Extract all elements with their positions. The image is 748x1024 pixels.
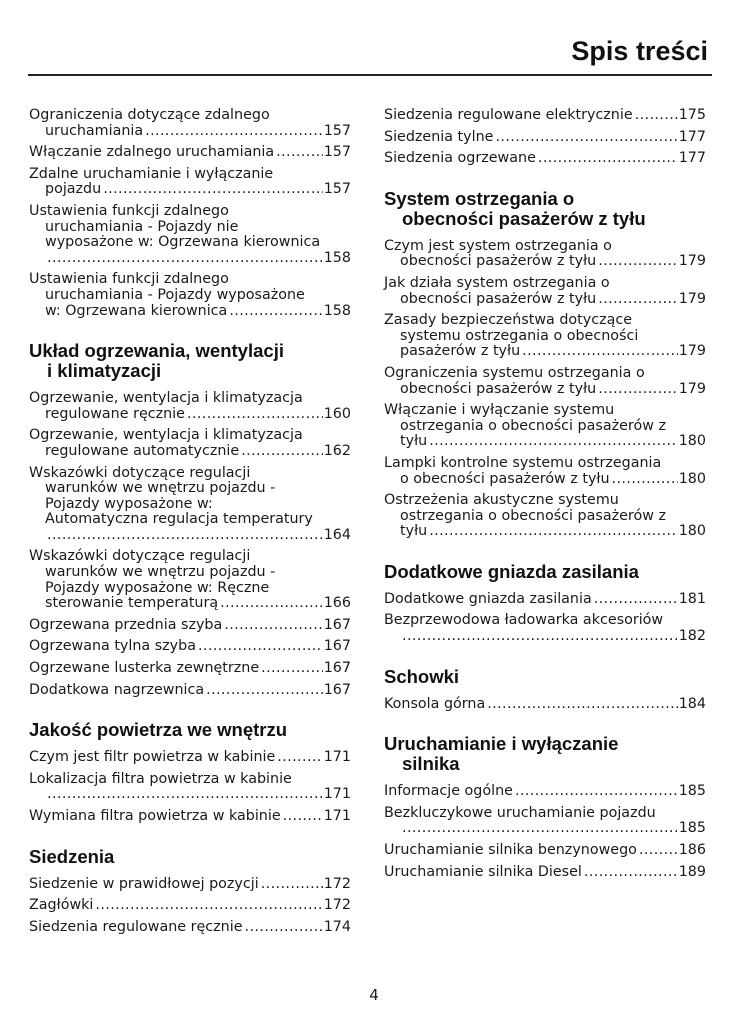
toc-entry-line: Ustawienia funkcji zdalnego: [29, 202, 229, 219]
toc-entry[interactable]: [29, 898, 351, 914]
toc-entry-line: Uruchamianie silnika benzynowego: [384, 842, 637, 859]
toc-entry-line: Lokalizacja filtra powietrza w kabinie: [29, 770, 292, 787]
toc-entry-line: Siedzenia ogrzewane: [384, 150, 536, 167]
toc-entry[interactable]: [29, 167, 351, 198]
section-heading-line: Siedzenia: [29, 845, 115, 867]
toc-entry-line: warunków we wnętrzu pojazdu -: [45, 480, 276, 497]
toc-entry[interactable]: [29, 750, 351, 766]
dot-leader: [283, 809, 323, 825]
section-heading: [384, 734, 706, 774]
toc-entry-line: Ustawienia funkcji zdalnego: [29, 271, 229, 288]
toc-entry[interactable]: [384, 493, 706, 540]
toc-entry-last-line: [384, 434, 706, 450]
toc-entry[interactable]: [384, 366, 706, 397]
toc-entry-line: Zasady bezpieczeństwa dotyczące: [384, 312, 633, 329]
toc-entry-line: Lampki kontrolne systemu ostrzegania: [384, 454, 662, 471]
toc-entry[interactable]: [29, 145, 351, 161]
toc-entry[interactable]: [29, 466, 351, 544]
dot-leader: [241, 444, 323, 460]
toc-page-number: 179: [678, 253, 706, 270]
toc-entry-last-line: [29, 639, 351, 655]
toc-page-number: 189: [678, 863, 706, 880]
toc-page-number: 171: [323, 749, 351, 766]
toc-page-number: 167: [323, 616, 351, 633]
toc-page-number: 179: [678, 380, 706, 397]
toc-entry-last-line: [384, 524, 706, 540]
toc-entry[interactable]: [384, 592, 706, 608]
toc-page-number: 180: [678, 470, 706, 487]
toc-entry-line: Jak działa system ostrzegania o: [384, 274, 610, 291]
dot-leader: [522, 344, 678, 360]
toc-entry-line: ostrzegania o obecności pasażerów z: [400, 507, 666, 524]
toc-entry-last-line: [384, 292, 706, 308]
dot-leader: [598, 292, 677, 308]
toc-entry-last-line: [384, 344, 706, 360]
toc-entry-line: o obecności pasażerów z tyłu: [400, 470, 610, 487]
toc-entry-line: Dodatkowa nagrzewnica: [29, 681, 205, 698]
dot-leader: [47, 528, 323, 544]
dot-leader: [612, 472, 678, 488]
dot-leader: [198, 639, 323, 655]
toc-entry-line: Wskazówki dotyczące regulacji: [29, 464, 251, 481]
toc-entry-line: Czym jest filtr powietrza w kabinie: [29, 749, 276, 766]
toc-page-number: 175: [678, 107, 706, 123]
toc-entry-last-line: [29, 304, 351, 320]
toc-entry-line: w: Ogrzewana kierownica: [45, 302, 228, 319]
toc-entry-line: obecności pasażerów z tyłu: [400, 380, 597, 397]
toc-page-number: 160: [323, 405, 351, 422]
section-heading: [384, 562, 706, 582]
toc-entry[interactable]: [29, 661, 351, 677]
toc-entry-last-line: [384, 821, 706, 837]
toc-page-number: 171: [323, 808, 351, 824]
toc-entry[interactable]: [29, 877, 351, 893]
dot-leader: [95, 898, 322, 914]
toc-entry-last-line: [384, 108, 706, 124]
toc-entry-last-line: [384, 865, 706, 881]
toc-entry[interactable]: [29, 549, 351, 611]
toc-entry-line: Automatyczna regulacja temperatury: [45, 511, 313, 528]
toc-entry-line: Bezkluczykowe uruchamianie pojazdu: [384, 804, 656, 821]
toc-entry-last-line: [29, 596, 351, 612]
toc-entry-last-line: [384, 382, 706, 398]
toc-entry-line: Ogrzewana tylna szyba: [29, 638, 196, 655]
dot-leader: [635, 108, 678, 124]
section-heading: [384, 667, 706, 687]
toc-page-number: 179: [678, 343, 706, 360]
toc-entry-line: sterowanie temperaturą: [45, 595, 219, 612]
toc-page-number: 166: [323, 595, 351, 612]
toc-entry-last-line: [29, 528, 351, 544]
toc-entry[interactable]: [29, 204, 351, 266]
dot-leader: [639, 843, 678, 859]
toc-page-number: 158: [323, 249, 351, 266]
toc-page-number: 167: [323, 660, 351, 677]
dot-leader: [495, 130, 677, 146]
toc-entry-line: uruchamiania - Pojazdy wyposażone: [45, 286, 305, 303]
toc-entry-line: Siedzenie w prawidłowej pozycji: [29, 875, 259, 892]
section-heading: [29, 341, 351, 381]
dot-leader: [276, 145, 323, 161]
toc-entry[interactable]: [29, 639, 351, 655]
dot-leader: [515, 784, 678, 800]
toc-page-number: 177: [678, 128, 706, 145]
toc-entry-line: systemu ostrzegania o obecności: [400, 327, 639, 344]
dot-leader: [47, 251, 323, 267]
section-heading-line: i klimatyzacji: [47, 360, 162, 382]
toc-entry-last-line: [29, 683, 351, 699]
toc-entry-line: Dodatkowe gniazda zasilania: [384, 590, 592, 607]
section-heading-line: Dodatkowe gniazda zasilania: [384, 560, 639, 582]
section-heading-line: silnika: [402, 753, 460, 775]
dot-leader: [584, 865, 678, 881]
toc-entry[interactable]: [29, 428, 351, 459]
toc-entry-line: warunków we wnętrzu pojazdu -: [45, 564, 276, 581]
toc-entry-line: Wymiana filtra powietrza w kabinie: [29, 808, 281, 824]
toc-entry-line: Włączanie i wyłączanie systemu: [384, 402, 615, 419]
toc-page-number: 174: [323, 918, 351, 935]
toc-right-column: [384, 108, 706, 886]
dot-leader: [261, 661, 323, 677]
toc-entry[interactable]: [384, 313, 706, 360]
toc-entry-line: Zdalne uruchamianie i wyłączanie: [29, 165, 274, 182]
toc-entry-last-line: [29, 787, 351, 803]
toc-page-number: 180: [678, 523, 706, 540]
dot-leader: [220, 596, 323, 612]
toc-entry[interactable]: [384, 239, 706, 270]
toc-page-number: 180: [678, 433, 706, 450]
toc-entry-line: Włączanie zdalnego uruchamiania: [29, 144, 275, 161]
toc-entry-line: Konsola górna: [384, 695, 486, 712]
toc-entry-line: Ograniczenia dotyczące zdalnego: [29, 107, 270, 123]
toc-page-number: 167: [323, 638, 351, 655]
toc-entry-line: wyposażone w: Ogrzewana kierownica: [45, 234, 321, 251]
toc-page-number: 182: [678, 628, 706, 645]
dot-leader: [145, 124, 323, 140]
toc-page-number: 184: [678, 695, 706, 712]
dot-leader: [245, 920, 323, 936]
toc-entry-line: ostrzegania o obecności pasażerów z: [400, 417, 666, 434]
toc-entry-line: Uruchamianie silnika Diesel: [384, 863, 582, 880]
toc-entry-last-line: [384, 697, 706, 713]
toc-entry-line: Pojazdy wyposażone w: Ręczne: [45, 579, 270, 596]
toc-entry-line: obecności pasażerów z tyłu: [400, 290, 597, 307]
section-heading-line: obecności pasażerów z tyłu: [402, 207, 646, 229]
dot-leader: [402, 629, 678, 645]
toc-entry-line: pasażerów z tyłu: [400, 343, 521, 360]
page-title: Spis treści: [571, 36, 708, 66]
toc-entry[interactable]: [384, 697, 706, 713]
toc-page-number: 185: [678, 820, 706, 837]
toc-entry-line: Ogrzewane lusterka zewnętrzne: [29, 660, 260, 677]
toc-page-number: 172: [323, 897, 351, 914]
toc-entry-line: Czym jest system ostrzegania o: [384, 237, 612, 254]
toc-entry[interactable]: [29, 108, 351, 139]
dot-leader: [277, 750, 322, 766]
toc-entry-last-line: [29, 407, 351, 423]
section-heading-line: System ostrzegania o: [384, 187, 575, 209]
toc-entry-last-line: [29, 444, 351, 460]
toc-entry-line: Ostrzeżenia akustyczne systemu: [384, 492, 619, 509]
section-heading-line: Jakość powietrza we wnętrzu: [29, 719, 288, 741]
toc-entry-last-line: [29, 898, 351, 914]
section-heading-line: Schowki: [384, 665, 460, 687]
toc-entry-last-line: [384, 784, 706, 800]
dot-leader: [598, 254, 677, 270]
toc-entry-last-line: [29, 661, 351, 677]
toc-entry-last-line: [29, 877, 351, 893]
toc-entry[interactable]: [29, 772, 351, 803]
toc-entry-last-line: [384, 629, 706, 645]
toc-entry[interactable]: [384, 456, 706, 487]
toc-page-number: 157: [323, 144, 351, 161]
toc-page-number: 162: [323, 442, 351, 459]
toc-entry[interactable]: [29, 391, 351, 422]
toc-entry[interactable]: [384, 108, 706, 124]
section-heading-line: Układ ogrzewania, wentylacji: [29, 340, 284, 362]
toc-entry[interactable]: [29, 809, 351, 825]
toc-entry[interactable]: [384, 843, 706, 859]
dot-leader: [224, 618, 322, 634]
dot-leader: [594, 592, 678, 608]
toc-left-column: [29, 108, 351, 941]
dot-leader: [261, 877, 323, 893]
dot-leader: [598, 382, 677, 398]
toc-entry-last-line: [29, 124, 351, 140]
toc-entry[interactable]: [384, 806, 706, 837]
toc-entry-last-line: [384, 592, 706, 608]
toc-entry-line: Ogrzewanie, wentylacja i klimatyzacja: [29, 427, 303, 444]
section-heading: [29, 847, 351, 867]
toc-entry-last-line: [384, 472, 706, 488]
toc-entry-line: regulowane ręcznie: [45, 405, 185, 422]
toc-entry[interactable]: [384, 403, 706, 450]
toc-entry-line: Zagłówki: [29, 897, 94, 914]
toc-entry-line: uruchamiania - Pojazdy nie: [45, 218, 239, 235]
dot-leader: [206, 683, 323, 699]
toc-page-number: 171: [323, 786, 351, 803]
toc-entry-line: tyłu: [400, 433, 428, 450]
toc-entry-line: Wskazówki dotyczące regulacji: [29, 548, 251, 565]
toc-page-number: 179: [678, 290, 706, 307]
toc-page-number: 186: [678, 842, 706, 859]
toc-page-number: 172: [323, 875, 351, 892]
toc-entry-line: uruchamiania: [45, 122, 144, 139]
section-heading: [384, 189, 706, 229]
toc-entry-line: Pojazdy wyposażone w:: [45, 495, 213, 512]
dot-leader: [538, 151, 678, 167]
toc-entry-last-line: [384, 254, 706, 270]
toc-entry-line: tyłu: [400, 523, 428, 540]
toc-entry-last-line: [29, 182, 351, 198]
toc-entry-line: Siedzenia tylne: [384, 128, 494, 145]
dot-leader: [187, 407, 323, 423]
toc-entry-line: Siedzenia regulowane ręcznie: [29, 918, 243, 935]
toc-entry[interactable]: [384, 613, 706, 644]
dot-leader: [47, 787, 323, 803]
toc-entry-last-line: [29, 618, 351, 634]
dot-leader: [487, 697, 677, 713]
toc-page-number: 157: [323, 181, 351, 198]
page-number: 4: [369, 986, 379, 1004]
toc-entry[interactable]: [29, 920, 351, 936]
toc-entry[interactable]: [29, 272, 351, 319]
toc-entry-last-line: [384, 151, 706, 167]
toc-page-number: 158: [323, 302, 351, 319]
toc-page-number: 185: [678, 783, 706, 800]
toc-page-number: 181: [678, 590, 706, 607]
toc-page-number: 177: [678, 150, 706, 167]
toc-entry-line: regulowane automatycznie: [45, 442, 240, 459]
toc-entry-line: Ogrzewana przednia szyba: [29, 616, 223, 633]
toc-entry-last-line: [29, 145, 351, 161]
toc-entry-line: Bezprzewodowa ładowarka akcesoriów: [384, 612, 664, 629]
toc-entry-line: Ogrzewanie, wentylacja i klimatyzacja: [29, 390, 303, 407]
toc-entry-line: Informacje ogólne: [384, 783, 513, 800]
dot-leader: [402, 821, 678, 837]
toc-entry-last-line: [29, 750, 351, 766]
dot-leader: [103, 182, 323, 198]
title-rule: [28, 74, 712, 76]
toc-entry-line: obecności pasażerów z tyłu: [400, 253, 597, 270]
toc-entry[interactable]: [29, 683, 351, 699]
toc-entry-last-line: [29, 251, 351, 267]
toc-entry-last-line: [29, 920, 351, 936]
section-heading: [29, 720, 351, 740]
toc-entry-line: Ograniczenia systemu ostrzegania o: [384, 364, 645, 381]
toc-entry-last-line: [29, 809, 351, 825]
dot-leader: [429, 434, 678, 450]
toc-entry[interactable]: [384, 151, 706, 167]
toc-page-number: 157: [323, 122, 351, 139]
toc-entry[interactable]: [384, 276, 706, 307]
toc-page-number: 164: [323, 526, 351, 543]
toc-page-number: 167: [323, 681, 351, 698]
toc-entry-last-line: [384, 130, 706, 146]
toc-entry[interactable]: [384, 784, 706, 800]
toc-entry-last-line: [384, 843, 706, 859]
toc-entry-line: pojazdu: [45, 181, 102, 198]
toc-entry[interactable]: [29, 618, 351, 634]
dot-leader: [229, 304, 322, 320]
section-heading-line: Uruchamianie i wyłączanie: [384, 733, 619, 755]
toc-entry[interactable]: [384, 865, 706, 881]
dot-leader: [429, 524, 678, 540]
toc-entry-line: Siedzenia regulowane elektrycznie: [384, 107, 633, 123]
toc-entry[interactable]: [384, 130, 706, 146]
